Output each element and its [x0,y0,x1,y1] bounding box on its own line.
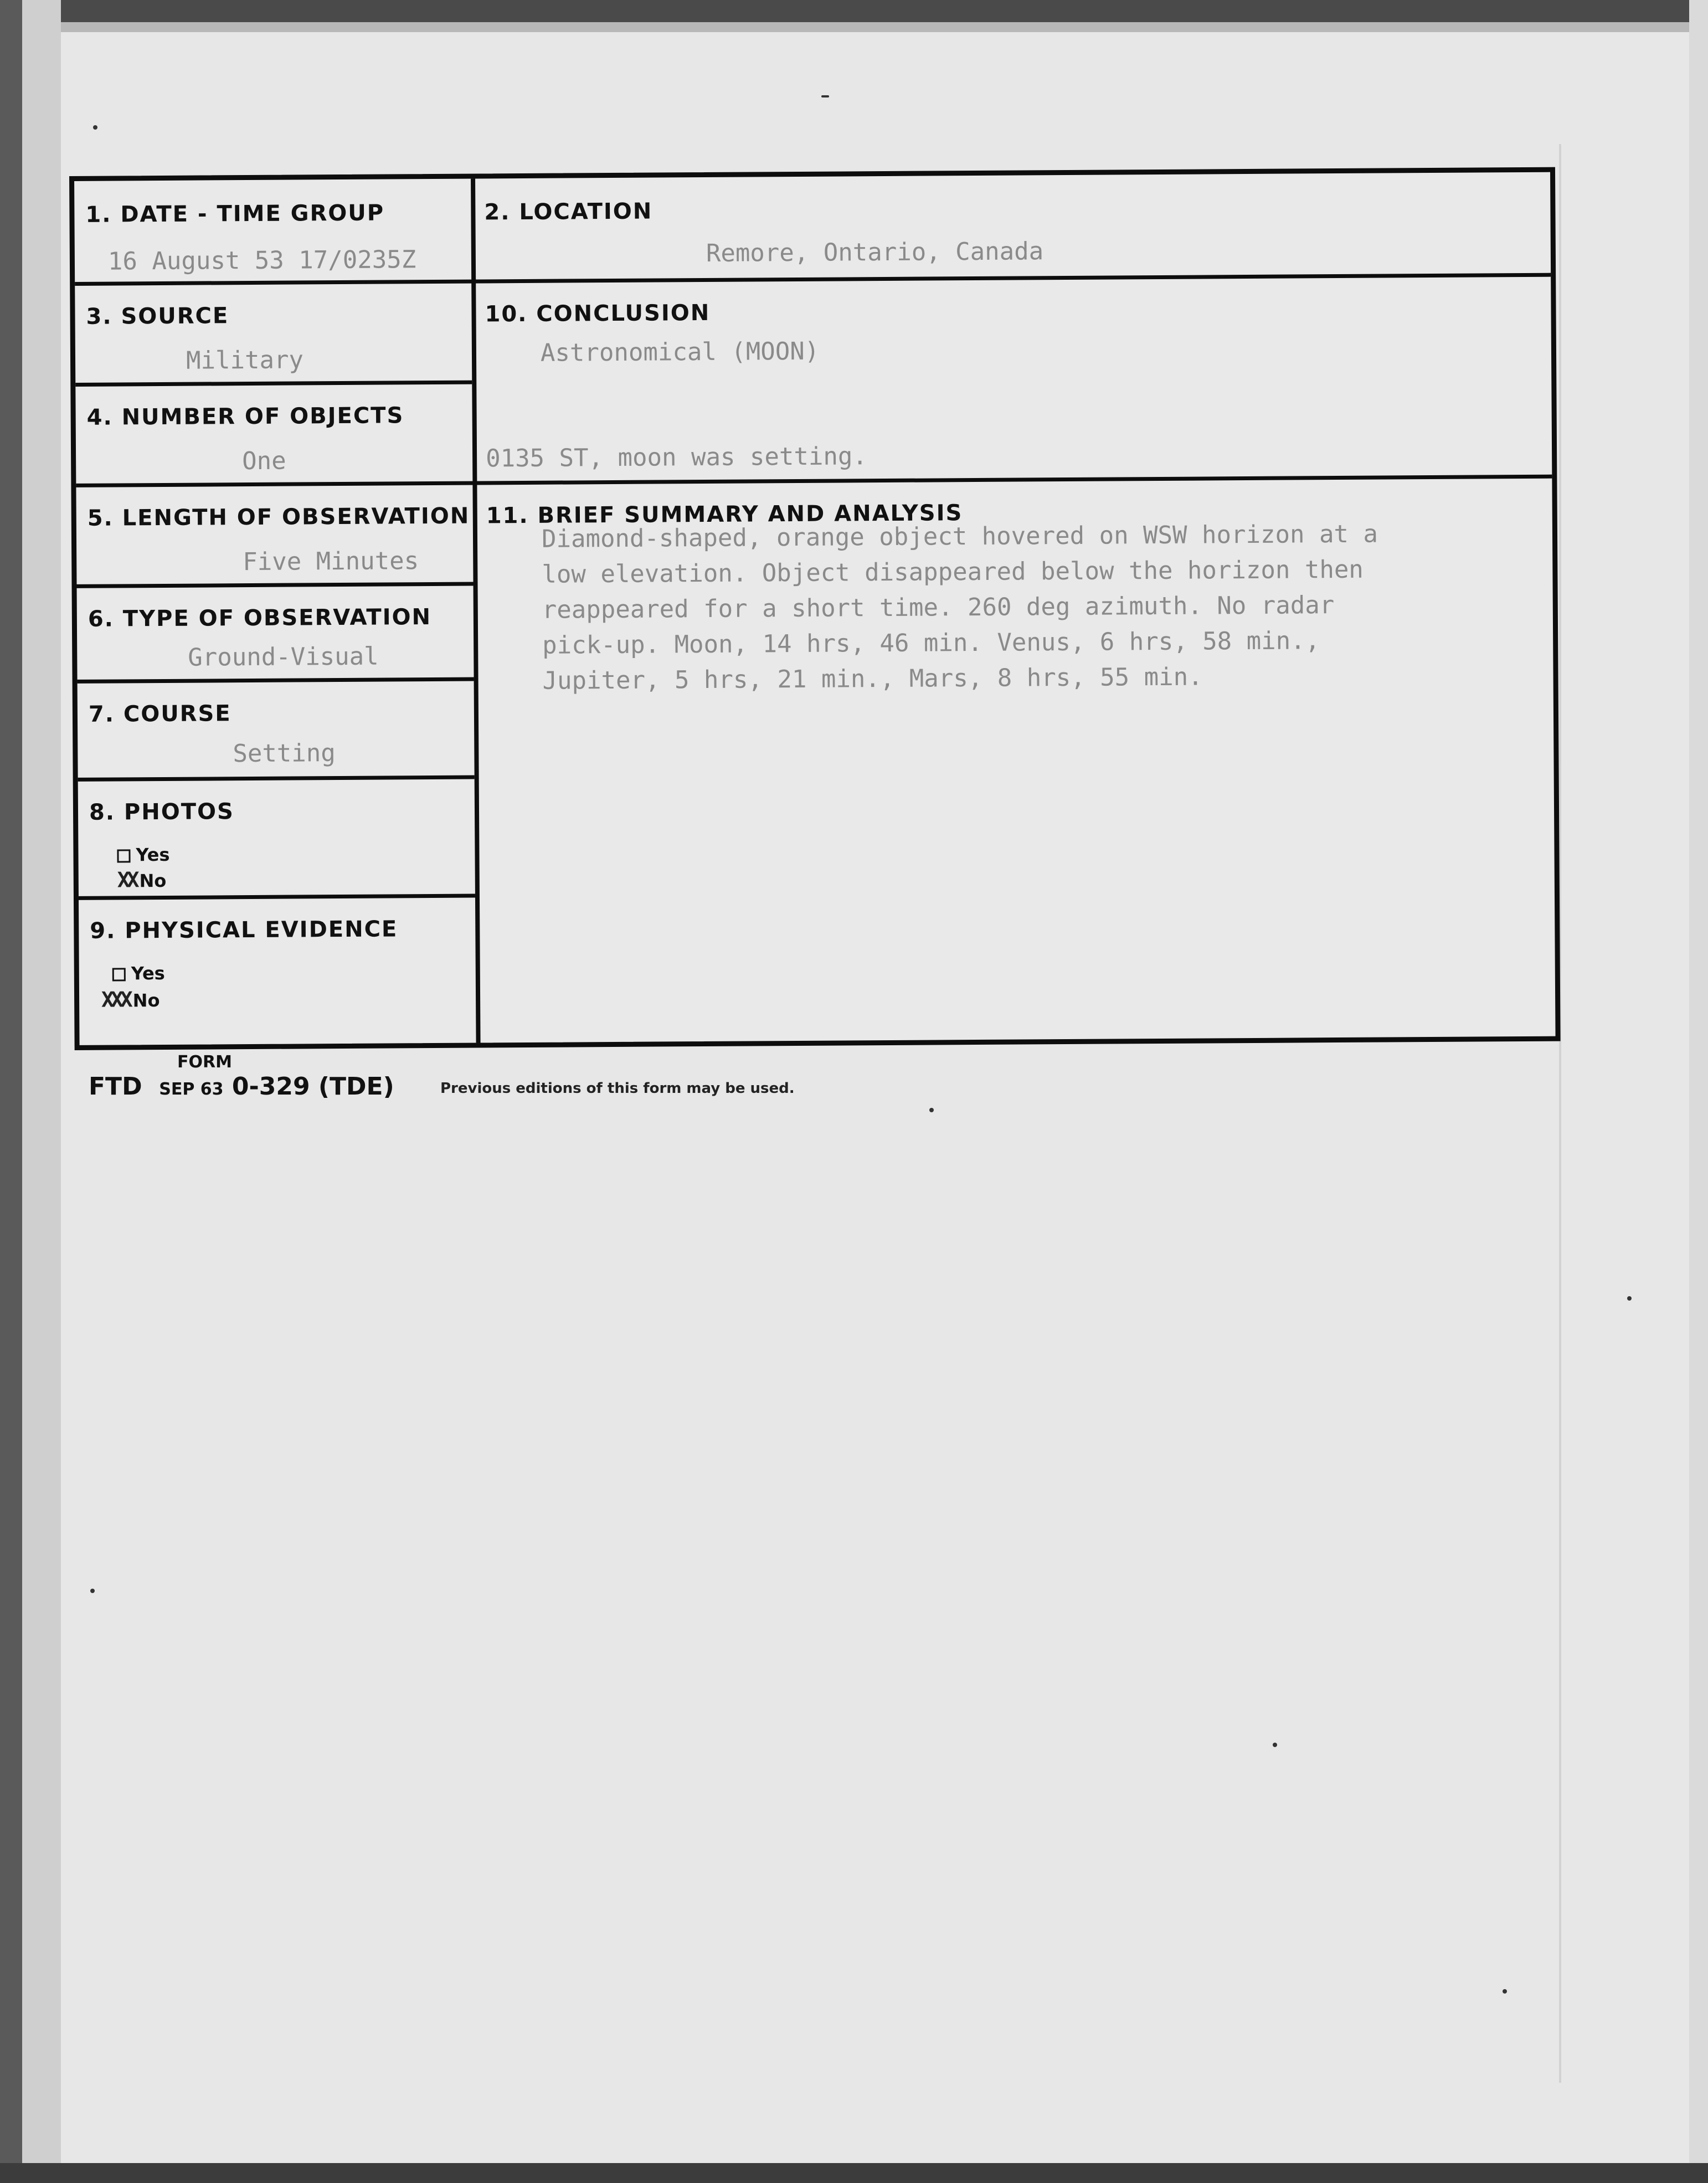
scan-border-top [0,0,1708,22]
location-value: Remore, Ontario, Canada [706,237,1044,268]
row-divider [76,475,1552,487]
conclusion-label: 10. CONCLUSION [485,300,711,327]
source-label: 3. SOURCE [86,303,229,330]
source-value: Military [186,346,304,375]
location-label: 2. LOCATION [484,198,653,225]
scan-border-left-inner [22,0,61,2183]
length-of-observation-value: Five Minutes [243,547,419,577]
summary-text: Diamond-shaped, orange object hovered on WSW horizon at a low elevation. Object disappeared below the horizon then reappeared for a short time. 260 deg azimuth. No radar pick-up. Moon, 14 hrs, 46 min. Venus, 6 hrs, 58 min., Jupiter, 5 hrs, 21 min., Mars, 8 hrs, 55 min. [541,520,1378,695]
photos-label: 8. PHOTOS [89,799,235,825]
scan-speck [1503,1989,1507,1994]
scan-border-top-inner [0,22,1708,32]
row-divider [78,677,474,684]
record-card-form [69,167,1561,1050]
scan-speck [1627,1296,1632,1301]
course-value: Setting [233,739,336,768]
scan-speck [93,125,97,130]
length-of-observation-label: 5. LENGTH OF OBSERVATION [87,503,470,531]
scan-speck [1273,1743,1277,1747]
photos-no-option: XX No [117,867,167,892]
date-time-group-value: 16 August 53 17/0235Z [107,245,416,276]
photos-yes-checkbox [117,849,130,862]
scan-speck [929,1108,934,1112]
number-of-objects-value: One [241,446,286,476]
course-label: 7. COURSE [88,701,231,727]
row-divider [75,273,1551,286]
scan-border-left [0,0,22,2183]
physical-evidence-yes-option: Yes [112,963,165,984]
paper-fold-line [1559,144,1561,2083]
number-of-objects-label: 4. NUMBER OF OBJECTS [86,403,404,430]
row-divider [75,381,472,387]
form-word: FORM [177,1052,232,1072]
conclusion-note: 0135 ST, moon was setting. [485,442,868,473]
scan-border-right [1689,0,1708,2183]
form-edition-note: Previous editions of this form may be used. [440,1080,795,1097]
date-time-group-label: 1. DATE - TIME GROUP [85,200,385,228]
scan-border-bottom [0,2163,1708,2183]
physical-evidence-no-typed-mark: XXX [101,987,130,1012]
scan-speck [90,1589,95,1593]
row-divider [77,582,474,588]
row-divider [78,775,475,782]
photos-no-typed-mark: XX [117,867,136,892]
scan-speck [821,95,829,97]
summary-label: 11. BRIEF SUMMARY AND ANALYSIS [486,500,963,529]
form-id: FTD SEP 63 0-329 (TDE) [89,1072,394,1101]
physical-evidence-no-option: XXX No [101,987,160,1012]
column-divider [471,179,481,1043]
physical-evidence-yes-checkbox [112,968,126,981]
conclusion-value: Astronomical (MOON) [540,337,820,367]
type-of-observation-value: Ground-Visual [188,642,379,672]
row-divider [79,894,475,900]
physical-evidence-label: 9. PHYSICAL EVIDENCE [90,916,398,944]
type-of-observation-label: 6. TYPE OF OBSERVATION [88,604,432,632]
photos-yes-option: Yes [117,844,169,866]
